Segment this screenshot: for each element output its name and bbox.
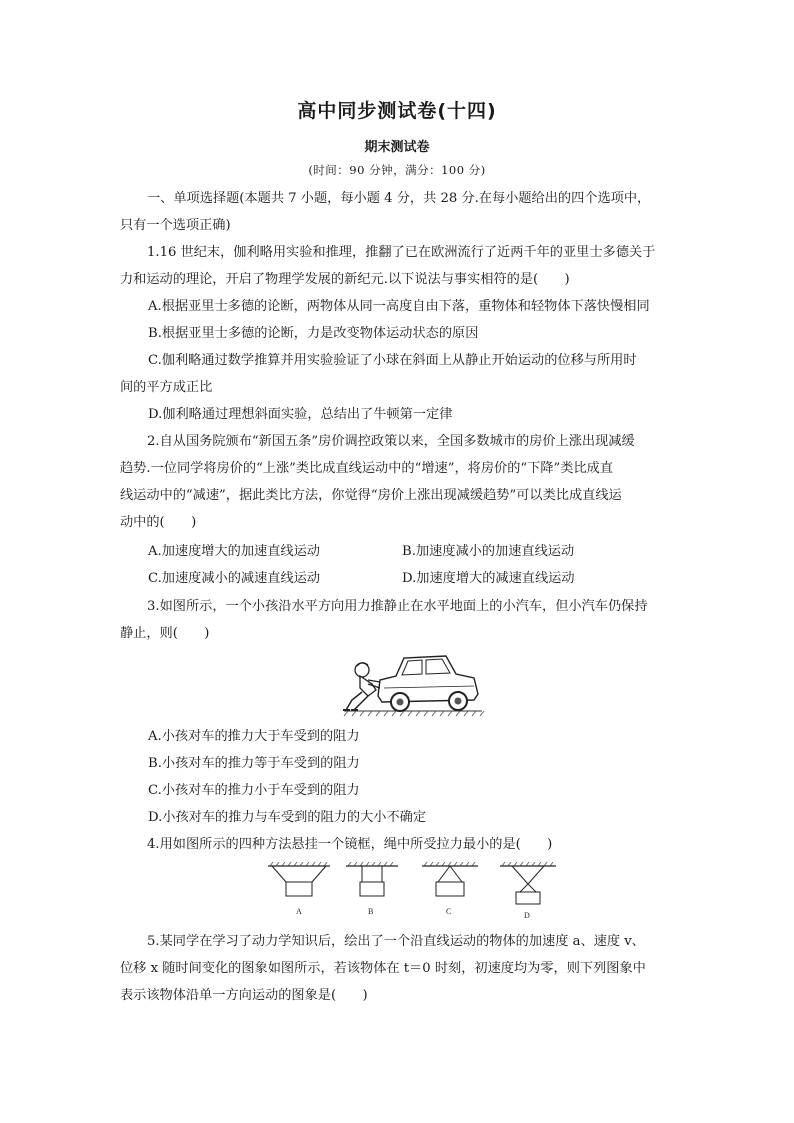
q5-stem-line3: 表示该物体沿单一方向运动的图象是( ) — [120, 988, 368, 1003]
q5-stem-line1: 5.某同学在学习了动力学知识后，绘出了一个沿直线运动的物体的加速度 a、速度 v、 — [147, 934, 645, 949]
q2-stem-line1: 2.自从国务院颁布“新国五条”房价调控政策以来，全国多数城市的房价上涨出现减缓 — [147, 434, 635, 449]
section1-line2: 只有一个选项正确) — [120, 218, 231, 233]
q1-stem-line2: 力和运动的理论，开启了物理学发展的新纪元.以下说法与事实相符的是( ) — [120, 272, 570, 287]
q1-option-a: A.根据亚里士多德的论断，两物体从同一高度自由下落，重物体和轻物体下落快慢相同 — [148, 299, 650, 314]
diagram-a-label: A — [296, 907, 302, 916]
q2-option-d: D.加速度增大的减速直线运动 — [402, 571, 575, 586]
q2-option-b: B.加速度减小的加速直线运动 — [402, 544, 575, 559]
q2-stem-line3: 线运动中的“减速”，据此类比方法，你觉得“房价上涨出现减缓趋势”可以类比成直线运 — [120, 488, 622, 503]
q2-stem-line2: 趋势.一位同学将房价的“上涨”类比成直线运动中的“增速”，将房价的“下降”类比成直 — [120, 461, 614, 476]
diagram-c-label: C — [446, 907, 452, 916]
q3-stem-line2: 静止，则( ) — [120, 626, 210, 641]
q3-option-c: C.小孩对车的推力小于车受到的阻力 — [148, 783, 360, 798]
q1-stem-line1: 1.16 世纪末，伽利略用实验和推理，推翻了已在欧洲流行了近两千年的亚里士多德关于 — [147, 245, 656, 260]
section1-line1: 一、单项选择题(本题共 7 小题，每小题 4 分，共 28 分.在每小题给出的四个选项中， — [147, 191, 651, 206]
page-title: 高中同步测试卷(十四) — [297, 100, 497, 122]
q5-stem-line2: 位移 x 随时间变化的图象如图所示，若该物体在 t＝0 时刻，初速度均为零，则下列图象中 — [120, 961, 646, 976]
frame-hanging-diagrams — [266, 862, 558, 924]
q3-option-a: A.小孩对车的推力大于车受到的阻力 — [148, 729, 360, 744]
child-pushing-car-illustration — [338, 648, 488, 718]
page-subtitle: 期末测试卷 — [364, 140, 430, 155]
diagram-b — [346, 862, 398, 916]
exam-info: (时间：90 分钟，满分：100 分) — [308, 163, 486, 177]
diagram-d-label: D — [524, 911, 530, 920]
diagram-d — [500, 862, 556, 920]
q2-option-c: C.加速度减小的减速直线运动 — [148, 571, 321, 586]
diagram-b-label: B — [368, 907, 374, 916]
q2-stem-line4: 动中的( ) — [120, 515, 197, 530]
q1-option-b: B.根据亚里士多德的论断，力是改变物体运动状态的原因 — [148, 326, 479, 341]
q3-option-d: D.小孩对车的推力与车受到的阻力的大小不确定 — [148, 810, 427, 825]
diagram-c — [422, 862, 478, 916]
q3-option-b: B.小孩对车的推力等于车受到的阻力 — [148, 756, 360, 771]
q1-option-c-line1: C.伽利略通过数学推算并用实验验证了小球在斜面上从静止开始运动的位移与所用时 — [148, 353, 637, 368]
diagram-a — [268, 862, 330, 916]
q2-option-a: A.加速度增大的加速直线运动 — [148, 544, 320, 559]
q1-option-c-line2: 间的平方成正比 — [120, 380, 213, 395]
q1-option-d: D.伽利略通过理想斜面实验，总结出了牛顿第一定律 — [148, 407, 453, 422]
q4-stem-line1: 4.用如图所示的四种方法悬挂一个镜框，绳中所受拉力最小的是( ) — [147, 837, 553, 852]
q3-stem-line1: 3.如图所示，一个小孩沿水平方向用力推静止在水平地面上的小汽车，但小汽车仍保持 — [147, 599, 648, 614]
